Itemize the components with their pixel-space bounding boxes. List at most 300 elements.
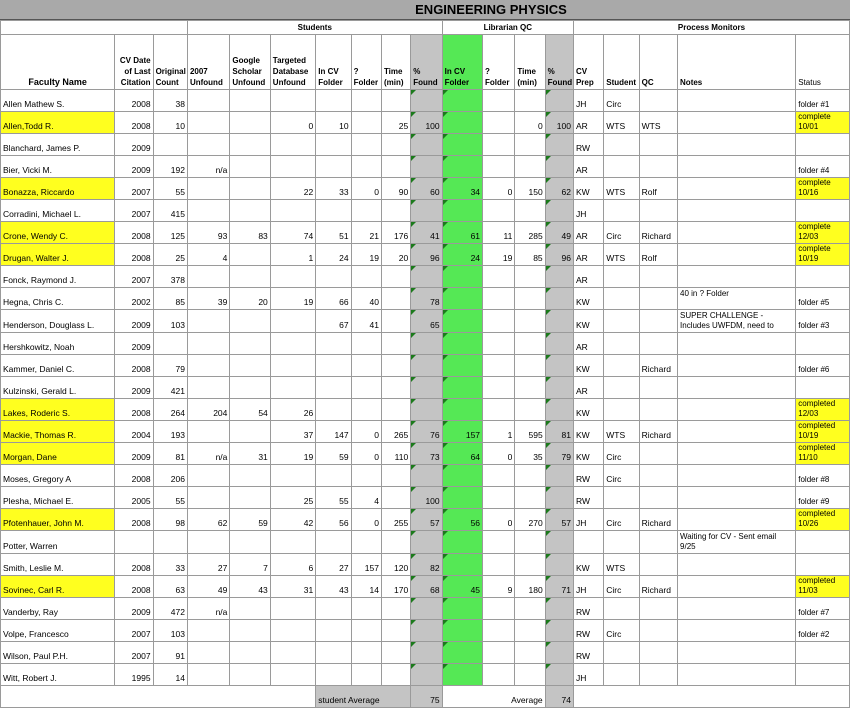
cell-google-scholar-unfound[interactable] [230,134,270,156]
cell-student-pct-found[interactable] [411,333,442,355]
cell-status[interactable]: folder #2 [796,620,850,642]
cell-cv-prep[interactable]: AR [573,156,603,178]
cell-google-scholar-unfound[interactable] [230,377,270,399]
cell-original-count[interactable]: 378 [153,266,187,288]
cell-student[interactable] [604,310,639,333]
cell-notes[interactable] [678,620,796,642]
cell-targeted-unfound[interactable] [270,664,315,686]
cell-student-pct-found[interactable]: 96 [411,244,442,266]
cell-librarian-in-cv-folder[interactable] [442,620,482,642]
cell-qc[interactable] [639,310,677,333]
cell-targeted-unfound[interactable] [270,465,315,487]
cell-librarian-question-folder[interactable] [483,200,515,222]
cell-2007-unfound[interactable] [187,642,229,664]
cell-librarian-in-cv-folder[interactable]: 34 [442,178,482,200]
cell-student-pct-found[interactable] [411,355,442,377]
cell-faculty-name[interactable]: Allen Mathew S. [1,90,115,112]
cell-cv-prep[interactable]: RW [573,134,603,156]
cell-librarian-in-cv-folder[interactable] [442,399,482,421]
cell-librarian-time[interactable]: 85 [515,244,545,266]
cell-status[interactable]: folder #7 [796,598,850,620]
cell-original-count[interactable]: 193 [153,421,187,443]
cell-student[interactable]: WTS [604,178,639,200]
cell-student-question-folder[interactable] [351,642,381,664]
cell-librarian-question-folder[interactable] [483,333,515,355]
cell-notes[interactable] [678,598,796,620]
cell-targeted-unfound[interactable]: 6 [270,554,315,576]
cell-cv-prep[interactable]: AR [573,222,603,244]
cell-faculty-name[interactable]: Bonazza, Riccardo [1,178,115,200]
cell-student-pct-found[interactable]: 60 [411,178,442,200]
cell-original-count[interactable]: 421 [153,377,187,399]
cell-notes[interactable] [678,642,796,664]
cell-cv-prep[interactable]: KW [573,554,603,576]
cell-targeted-unfound[interactable] [270,200,315,222]
cell-student-pct-found[interactable]: 57 [411,509,442,531]
cell-status[interactable]: folder #5 [796,288,850,310]
cell-student-time[interactable]: 90 [381,178,410,200]
cell-faculty-name[interactable]: Vanderby, Ray [1,598,115,620]
cell-cv-prep[interactable]: KW [573,288,603,310]
cell-original-count[interactable]: 98 [153,509,187,531]
cell-original-count[interactable]: 206 [153,465,187,487]
cell-student-question-folder[interactable] [351,465,381,487]
cell-2007-unfound[interactable]: 93 [187,222,229,244]
cell-librarian-pct-found[interactable] [545,266,573,288]
cell-notes[interactable] [678,355,796,377]
cell-original-count[interactable]: 38 [153,90,187,112]
cell-librarian-pct-found[interactable] [545,200,573,222]
cell-notes[interactable] [678,421,796,443]
cell-cv-date[interactable] [115,531,153,554]
cell-google-scholar-unfound[interactable] [230,266,270,288]
cell-qc[interactable] [639,443,677,465]
cell-faculty-name[interactable]: Kulzinski, Gerald L. [1,377,115,399]
cell-student-in-cv-folder[interactable] [316,134,351,156]
cell-targeted-unfound[interactable] [270,377,315,399]
cell-librarian-pct-found[interactable] [545,465,573,487]
cell-librarian-pct-found[interactable] [545,620,573,642]
cell-student-question-folder[interactable]: 157 [351,554,381,576]
cell-google-scholar-unfound[interactable] [230,200,270,222]
cell-faculty-name[interactable]: Henderson, Douglass L. [1,310,115,333]
cell-student-pct-found[interactable]: 76 [411,421,442,443]
cell-student-pct-found[interactable] [411,134,442,156]
cell-notes[interactable] [678,509,796,531]
cell-status[interactable]: completed 11/10 [796,443,850,465]
cell-student-question-folder[interactable]: 40 [351,288,381,310]
cell-status[interactable]: completed 10/26 [796,509,850,531]
cell-targeted-unfound[interactable]: 26 [270,399,315,421]
cell-google-scholar-unfound[interactable] [230,664,270,686]
cell-librarian-pct-found[interactable] [545,333,573,355]
cell-qc[interactable]: Richard [639,222,677,244]
cell-cv-date[interactable]: 2007 [115,642,153,664]
cell-student[interactable] [604,333,639,355]
cell-librarian-in-cv-folder[interactable] [442,598,482,620]
cell-original-count[interactable]: 85 [153,288,187,310]
cell-qc[interactable] [639,377,677,399]
cell-librarian-time[interactable]: 270 [515,509,545,531]
cell-original-count[interactable] [153,333,187,355]
cell-cv-prep[interactable]: AR [573,333,603,355]
cell-2007-unfound[interactable] [187,112,229,134]
cell-status[interactable]: folder #6 [796,355,850,377]
cell-cv-prep[interactable]: JH [573,200,603,222]
cell-student-pct-found[interactable] [411,377,442,399]
cell-2007-unfound[interactable] [187,465,229,487]
cell-qc[interactable]: Richard [639,421,677,443]
cell-faculty-name[interactable]: Kammer, Daniel C. [1,355,115,377]
cell-cv-prep[interactable]: KW [573,355,603,377]
cell-original-count[interactable] [153,531,187,554]
cell-cv-prep[interactable]: KW [573,399,603,421]
cell-notes[interactable] [678,333,796,355]
cell-status[interactable]: complete 10/16 [796,178,850,200]
cell-original-count[interactable]: 14 [153,664,187,686]
cell-student[interactable] [604,288,639,310]
cell-google-scholar-unfound[interactable]: 54 [230,399,270,421]
cell-librarian-time[interactable] [515,642,545,664]
cell-student-pct-found[interactable]: 73 [411,443,442,465]
cell-cv-date[interactable]: 2008 [115,399,153,421]
cell-targeted-unfound[interactable] [270,156,315,178]
cell-targeted-unfound[interactable]: 22 [270,178,315,200]
cell-librarian-question-folder[interactable] [483,465,515,487]
cell-librarian-time[interactable] [515,266,545,288]
cell-librarian-pct-found[interactable] [545,134,573,156]
cell-student-time[interactable] [381,156,410,178]
cell-cv-prep[interactable]: AR [573,266,603,288]
cell-qc[interactable]: Richard [639,509,677,531]
cell-librarian-in-cv-folder[interactable] [442,90,482,112]
cell-student-in-cv-folder[interactable]: 147 [316,421,351,443]
cell-student[interactable]: Circ [604,443,639,465]
cell-librarian-time[interactable] [515,355,545,377]
cell-librarian-time[interactable] [515,288,545,310]
cell-2007-unfound[interactable] [187,333,229,355]
cell-notes[interactable] [678,664,796,686]
cell-status[interactable]: complete 10/19 [796,244,850,266]
cell-student-question-folder[interactable] [351,355,381,377]
cell-2007-unfound[interactable] [187,90,229,112]
cell-status[interactable] [796,531,850,554]
cell-2007-unfound[interactable]: 39 [187,288,229,310]
cell-cv-prep[interactable]: AR [573,244,603,266]
cell-targeted-unfound[interactable] [270,333,315,355]
cell-librarian-question-folder[interactable] [483,288,515,310]
cell-student-pct-found[interactable] [411,399,442,421]
cell-librarian-question-folder[interactable]: 0 [483,509,515,531]
cell-2007-unfound[interactable]: 27 [187,554,229,576]
cell-librarian-time[interactable] [515,531,545,554]
cell-student-in-cv-folder[interactable]: 59 [316,443,351,465]
cell-student-time[interactable]: 120 [381,554,410,576]
cell-2007-unfound[interactable]: n/a [187,443,229,465]
cell-notes[interactable] [678,134,796,156]
cell-student[interactable] [604,531,639,554]
cell-targeted-unfound[interactable] [270,310,315,333]
cell-cv-prep[interactable]: KW [573,178,603,200]
cell-faculty-name[interactable]: Allen,Todd R. [1,112,115,134]
student-average-label[interactable]: student Average [316,686,411,708]
cell-google-scholar-unfound[interactable]: 83 [230,222,270,244]
cell-librarian-pct-found[interactable] [545,642,573,664]
cell-student-in-cv-folder[interactable] [316,200,351,222]
cell-faculty-name[interactable]: Fonck, Raymond J. [1,266,115,288]
cell-qc[interactable] [639,134,677,156]
cell-librarian-time[interactable] [515,377,545,399]
cell-librarian-pct-found[interactable]: 62 [545,178,573,200]
cell-student-time[interactable] [381,399,410,421]
cell-original-count[interactable]: 103 [153,310,187,333]
cell-librarian-time[interactable] [515,554,545,576]
cell-student-in-cv-folder[interactable]: 51 [316,222,351,244]
cell-librarian-question-folder[interactable] [483,664,515,686]
cell-student-in-cv-folder[interactable] [316,333,351,355]
cell-student[interactable] [604,487,639,509]
cell-cv-date[interactable]: 2008 [115,554,153,576]
cell-student-question-folder[interactable] [351,664,381,686]
cell-student-question-folder[interactable] [351,531,381,554]
cell-2007-unfound[interactable]: 62 [187,509,229,531]
cell-qc[interactable] [639,642,677,664]
cell-student-question-folder[interactable]: 14 [351,576,381,598]
cell-status[interactable]: completed 12/03 [796,399,850,421]
cell-google-scholar-unfound[interactable] [230,244,270,266]
cell-faculty-name[interactable]: Pfotenhauer, John M. [1,509,115,531]
cell-student-time[interactable]: 255 [381,509,410,531]
cell-student-in-cv-folder[interactable] [316,531,351,554]
cell-librarian-time[interactable]: 180 [515,576,545,598]
cell-original-count[interactable]: 55 [153,178,187,200]
cell-student[interactable]: Circ [604,90,639,112]
cell-cv-date[interactable]: 2009 [115,377,153,399]
cell-student-in-cv-folder[interactable] [316,620,351,642]
cell-2007-unfound[interactable]: 4 [187,244,229,266]
cell-student-in-cv-folder[interactable] [316,399,351,421]
cell-notes[interactable] [678,200,796,222]
cell-2007-unfound[interactable] [187,531,229,554]
cell-cv-date[interactable]: 2007 [115,266,153,288]
cell-status[interactable] [796,554,850,576]
cell-librarian-time[interactable]: 35 [515,443,545,465]
cell-cv-prep[interactable]: AR [573,112,603,134]
cell-student-question-folder[interactable] [351,598,381,620]
cell-student-time[interactable] [381,620,410,642]
cell-student-question-folder[interactable]: 19 [351,244,381,266]
cell-student-in-cv-folder[interactable] [316,355,351,377]
cell-cv-prep[interactable]: RW [573,465,603,487]
cell-targeted-unfound[interactable]: 42 [270,509,315,531]
cell-librarian-question-folder[interactable] [483,620,515,642]
cell-student-in-cv-folder[interactable]: 10 [316,112,351,134]
cell-google-scholar-unfound[interactable] [230,531,270,554]
cell-librarian-question-folder[interactable]: 0 [483,178,515,200]
cell-librarian-question-folder[interactable] [483,310,515,333]
cell-student-question-folder[interactable] [351,112,381,134]
cell-status[interactable]: folder #4 [796,156,850,178]
cell-qc[interactable] [639,531,677,554]
cell-student-question-folder[interactable]: 0 [351,178,381,200]
cell-cv-date[interactable]: 2005 [115,487,153,509]
cell-google-scholar-unfound[interactable] [230,620,270,642]
cell-student-time[interactable] [381,333,410,355]
cell-google-scholar-unfound[interactable] [230,465,270,487]
cell-qc[interactable]: Rolf [639,178,677,200]
cell-notes[interactable] [678,90,796,112]
cell-student[interactable]: WTS [604,112,639,134]
cell-librarian-in-cv-folder[interactable] [442,554,482,576]
cell-librarian-time[interactable]: 595 [515,421,545,443]
cell-original-count[interactable]: 91 [153,642,187,664]
cell-student-pct-found[interactable]: 41 [411,222,442,244]
cell-student-in-cv-folder[interactable]: 43 [316,576,351,598]
cell-faculty-name[interactable]: Bier, Vicki M. [1,156,115,178]
cell-google-scholar-unfound[interactable] [230,90,270,112]
cell-notes[interactable]: SUPER CHALLENGE - Includes UWFDM, need to [678,310,796,333]
cell-librarian-question-folder[interactable] [483,134,515,156]
cell-2007-unfound[interactable] [187,620,229,642]
cell-targeted-unfound[interactable] [270,90,315,112]
cell-librarian-question-folder[interactable] [483,642,515,664]
cell-cv-date[interactable]: 2009 [115,134,153,156]
cell-qc[interactable] [639,554,677,576]
cell-student[interactable]: Circ [604,509,639,531]
cell-qc[interactable] [639,333,677,355]
cell-student[interactable]: WTS [604,554,639,576]
cell-student-question-folder[interactable]: 0 [351,443,381,465]
cell-student-pct-found[interactable]: 100 [411,487,442,509]
cell-cv-date[interactable]: 2009 [115,310,153,333]
cell-librarian-question-folder[interactable] [483,90,515,112]
cell-cv-prep[interactable]: JH [573,90,603,112]
cell-faculty-name[interactable]: Morgan, Dane [1,443,115,465]
cell-google-scholar-unfound[interactable] [230,178,270,200]
cell-student-question-folder[interactable] [351,200,381,222]
cell-original-count[interactable]: 25 [153,244,187,266]
cell-student-question-folder[interactable] [351,333,381,355]
cell-student[interactable] [604,134,639,156]
cell-librarian-question-folder[interactable] [483,377,515,399]
cell-librarian-question-folder[interactable]: 19 [483,244,515,266]
cell-librarian-pct-found[interactable] [545,664,573,686]
cell-student-time[interactable]: 170 [381,576,410,598]
cell-cv-date[interactable]: 2007 [115,178,153,200]
cell-2007-unfound[interactable] [187,134,229,156]
cell-cv-date[interactable]: 2009 [115,333,153,355]
cell-qc[interactable] [639,266,677,288]
cell-librarian-pct-found[interactable]: 96 [545,244,573,266]
cell-google-scholar-unfound[interactable] [230,112,270,134]
cell-student-pct-found[interactable] [411,642,442,664]
cell-student-time[interactable] [381,310,410,333]
cell-status[interactable] [796,664,850,686]
cell-notes[interactable] [678,465,796,487]
cell-student-time[interactable]: 25 [381,112,410,134]
cell-student-time[interactable] [381,598,410,620]
cell-librarian-in-cv-folder[interactable] [442,310,482,333]
cell-faculty-name[interactable]: Sovinec, Carl R. [1,576,115,598]
cell-student-question-folder[interactable] [351,620,381,642]
cell-faculty-name[interactable]: Wilson, Paul P.H. [1,642,115,664]
cell-librarian-time[interactable] [515,399,545,421]
cell-2007-unfound[interactable] [187,178,229,200]
cell-targeted-unfound[interactable] [270,598,315,620]
cell-targeted-unfound[interactable]: 25 [270,487,315,509]
cell-2007-unfound[interactable]: n/a [187,156,229,178]
cell-qc[interactable]: Rolf [639,244,677,266]
cell-student-time[interactable] [381,90,410,112]
cell-student-pct-found[interactable]: 78 [411,288,442,310]
cell-librarian-in-cv-folder[interactable] [442,333,482,355]
cell-student-time[interactable] [381,355,410,377]
cell-librarian-in-cv-folder[interactable]: 56 [442,509,482,531]
cell-student-in-cv-folder[interactable] [316,465,351,487]
cell-librarian-in-cv-folder[interactable] [442,664,482,686]
cell-qc[interactable] [639,620,677,642]
cell-cv-date[interactable]: 2008 [115,244,153,266]
cell-2007-unfound[interactable] [187,355,229,377]
cell-targeted-unfound[interactable]: 0 [270,112,315,134]
cell-status[interactable]: folder #8 [796,465,850,487]
cell-student[interactable] [604,156,639,178]
cell-google-scholar-unfound[interactable] [230,355,270,377]
cell-original-count[interactable]: 10 [153,112,187,134]
cell-librarian-question-folder[interactable] [483,487,515,509]
cell-librarian-pct-found[interactable] [545,377,573,399]
cell-student[interactable] [604,642,639,664]
cell-cv-prep[interactable]: RW [573,487,603,509]
cell-notes[interactable] [678,377,796,399]
cell-librarian-pct-found[interactable]: 71 [545,576,573,598]
cell-status[interactable] [796,642,850,664]
cell-faculty-name[interactable]: Corradini, Michael L. [1,200,115,222]
cell-original-count[interactable]: 192 [153,156,187,178]
cell-status[interactable]: completed 11/03 [796,576,850,598]
cell-targeted-unfound[interactable] [270,266,315,288]
cell-notes[interactable] [678,222,796,244]
cell-original-count[interactable]: 264 [153,399,187,421]
cell-faculty-name[interactable]: Potter, Warren [1,531,115,554]
cell-qc[interactable] [639,465,677,487]
cell-librarian-time[interactable] [515,156,545,178]
cell-google-scholar-unfound[interactable] [230,421,270,443]
cell-student[interactable] [604,355,639,377]
cell-librarian-in-cv-folder[interactable] [442,112,482,134]
cell-librarian-question-folder[interactable] [483,355,515,377]
cell-cv-prep[interactable]: AR [573,377,603,399]
cell-google-scholar-unfound[interactable] [230,487,270,509]
cell-student-in-cv-folder[interactable] [316,664,351,686]
cell-librarian-in-cv-folder[interactable] [442,355,482,377]
cell-cv-prep[interactable]: JH [573,664,603,686]
cell-librarian-question-folder[interactable]: 1 [483,421,515,443]
cell-librarian-pct-found[interactable] [545,487,573,509]
cell-librarian-question-folder[interactable] [483,266,515,288]
cell-student-question-folder[interactable] [351,377,381,399]
cell-librarian-question-folder[interactable]: 11 [483,222,515,244]
cell-librarian-time[interactable] [515,200,545,222]
cell-librarian-in-cv-folder[interactable]: 61 [442,222,482,244]
cell-student-pct-found[interactable] [411,598,442,620]
cell-cv-date[interactable]: 2008 [115,576,153,598]
cell-student-in-cv-folder[interactable] [316,598,351,620]
cell-librarian-in-cv-folder[interactable] [442,288,482,310]
cell-student-time[interactable] [381,642,410,664]
cell-student-in-cv-folder[interactable]: 27 [316,554,351,576]
cell-librarian-time[interactable]: 0 [515,112,545,134]
